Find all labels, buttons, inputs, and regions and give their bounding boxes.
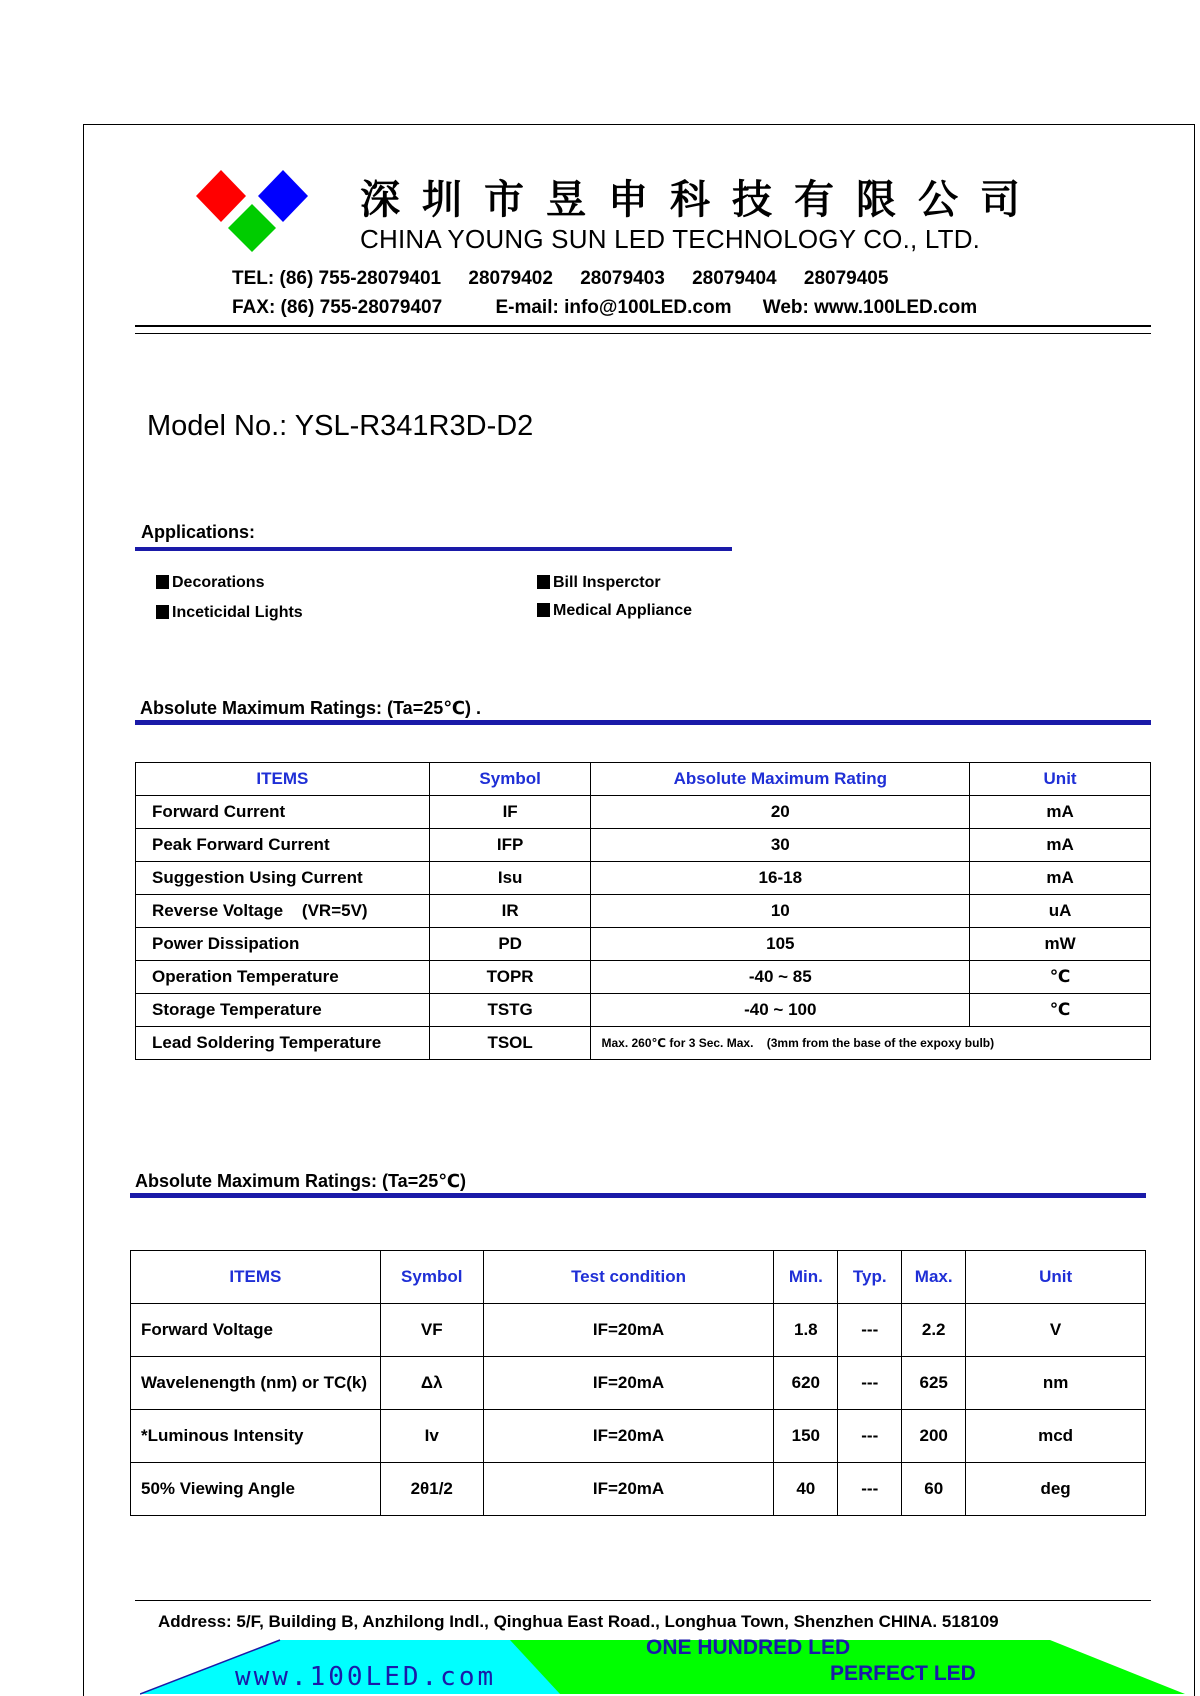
cell-unit: uA (970, 895, 1151, 928)
cell-value: 20 (591, 796, 970, 829)
cell-unit: ℃ (970, 994, 1151, 1027)
column-header: ITEMS (131, 1251, 381, 1304)
footer-slogan-perfect: PERFECT LED (830, 1662, 976, 1685)
column-header: Min. (774, 1251, 838, 1304)
cell-symbol: VF (380, 1304, 483, 1357)
cell-unit: V (966, 1304, 1146, 1357)
application-item: Decorations (156, 574, 264, 592)
table-row (136, 961, 1151, 994)
bullet-icon (156, 575, 169, 589)
footer-rule (135, 1600, 1151, 1601)
cell-max: 200 (902, 1410, 966, 1463)
cell-item: Storage Temperature (136, 994, 430, 1027)
cell-value: 30 (591, 829, 970, 862)
column-header: Unit (970, 763, 1151, 796)
cell-item: Power Dissipation (136, 928, 430, 961)
cell-symbol: IF (429, 796, 591, 829)
cell-value: 105 (591, 928, 970, 961)
cell-typ: --- (838, 1410, 902, 1463)
column-header: Symbol (429, 763, 591, 796)
cell-unit: ℃ (970, 961, 1151, 994)
tel-number: 28079403 (580, 268, 665, 289)
cell-typ: --- (838, 1304, 902, 1357)
bullet-icon (537, 575, 550, 589)
cell-item: 50% Viewing Angle (131, 1463, 381, 1516)
cell-unit: nm (966, 1357, 1146, 1410)
email-address: E-mail: info@100LED.com (495, 297, 732, 318)
bullet-icon (156, 605, 169, 619)
cell-symbol: Iv (380, 1410, 483, 1463)
table-row (136, 1027, 1151, 1060)
table-header-row (136, 763, 1151, 796)
cell-value: 16-18 (591, 862, 970, 895)
cell-condition: IF=20mA (483, 1357, 774, 1410)
company-name-chinese: 深圳市昱申科技有限公司 (360, 177, 1042, 223)
cell-symbol: TOPR (429, 961, 591, 994)
cell-value: 10 (591, 895, 970, 928)
logo-red-diamond (196, 170, 246, 222)
application-item: Medical Appliance (537, 602, 692, 620)
tel-number: 28079405 (803, 268, 889, 289)
header-rule-bottom (135, 333, 1151, 334)
cell-symbol: IFP (429, 829, 591, 862)
cell-typ: --- (838, 1357, 902, 1410)
cell-unit: mA (970, 829, 1151, 862)
cell-symbol: 2θ1/2 (380, 1463, 483, 1516)
cell-value: Max. 260℃ for 3 Sec. Max. (3mm from the base of the expoxy bulb) (591, 1027, 1151, 1060)
cell-max: 60 (902, 1463, 966, 1516)
table-row (136, 862, 1151, 895)
company-name-english: CHINA YOUNG SUN LED TECHNOLOGY CO., LTD. (360, 224, 981, 254)
cell-item: *Luminous Intensity (131, 1410, 381, 1463)
company-logo (192, 166, 322, 262)
cell-symbol: TSOL (429, 1027, 591, 1060)
website: Web: www.100LED.com (762, 297, 978, 318)
cell-unit: mA (970, 862, 1151, 895)
ratings-table (135, 762, 1151, 1060)
cell-min: 40 (774, 1463, 838, 1516)
application-item: Bill Insperctor (537, 574, 661, 592)
cell-item: Reverse Voltage (VR=5V) (136, 895, 430, 928)
cell-unit: deg (966, 1463, 1146, 1516)
characteristics-title: Absolute Maximum Ratings: (Ta=25℃) (135, 1171, 467, 1191)
tel-number: TEL: (86) 755-28079401 (232, 268, 442, 289)
ratings-title: Absolute Maximum Ratings: (Ta=25℃) . (140, 698, 482, 718)
cell-symbol: Δλ (380, 1357, 483, 1410)
cell-symbol: IR (429, 895, 591, 928)
tel-number: 28079404 (692, 268, 777, 289)
tel-line (232, 268, 910, 290)
cell-value: -40 ~ 100 (591, 994, 970, 1027)
model-number: Model No.: YSL-R341R3D-D2 (147, 410, 534, 442)
table-row (131, 1357, 1146, 1410)
cell-condition: IF=20mA (483, 1410, 774, 1463)
table-row (136, 994, 1151, 1027)
cell-symbol: PD (429, 928, 591, 961)
cell-item: Lead Soldering Temperature (136, 1027, 430, 1060)
cell-min: 150 (774, 1410, 838, 1463)
applications-rule (135, 547, 732, 551)
cell-max: 625 (902, 1357, 966, 1410)
logo-blue-diamond (258, 170, 308, 222)
cell-condition: IF=20mA (483, 1463, 774, 1516)
characteristics-rule (130, 1193, 1146, 1198)
column-header: Unit (966, 1251, 1146, 1304)
column-header: Max. (902, 1251, 966, 1304)
footer-slogan-one-hundred: ONE HUNDRED LED (646, 1636, 851, 1659)
header-rule-top (135, 325, 1151, 327)
company-address: Address: 5/F, Building B, Anzhilong Indl., Qinghua East Road., Longhua Town, Shenzhen CHINA. 518109 (158, 1612, 999, 1631)
column-header: Test condition (483, 1251, 774, 1304)
table-row (136, 928, 1151, 961)
table-row (136, 895, 1151, 928)
cell-symbol: Isu (429, 862, 591, 895)
table-header-row (131, 1251, 1146, 1304)
cell-condition: IF=20mA (483, 1304, 774, 1357)
cell-typ: --- (838, 1463, 902, 1516)
cell-min: 1.8 (774, 1304, 838, 1357)
cell-value: -40 ~ 85 (591, 961, 970, 994)
cell-item: Operation Temperature (136, 961, 430, 994)
table-row (131, 1304, 1146, 1357)
cell-min: 620 (774, 1357, 838, 1410)
footer-website: www.100LED.com (235, 1662, 497, 1692)
fax-number: FAX: (86) 755-28079407 (232, 297, 443, 318)
applications-title: Applications: (141, 522, 256, 542)
table-row (131, 1410, 1146, 1463)
cell-item: Forward Current (136, 796, 430, 829)
column-header: ITEMS (136, 763, 430, 796)
cell-item: Suggestion Using Current (136, 862, 430, 895)
application-item: Inceticidal Lights (156, 604, 303, 622)
table-row (131, 1463, 1146, 1516)
cell-item: Wavelenength (nm) or TC(k) (131, 1357, 381, 1410)
cell-item: Peak Forward Current (136, 829, 430, 862)
cell-unit: mcd (966, 1410, 1146, 1463)
fax-line (232, 297, 999, 319)
bullet-icon (537, 603, 550, 617)
cell-unit: mA (970, 796, 1151, 829)
cell-item: Forward Voltage (131, 1304, 381, 1357)
column-header: Absolute Maximum Rating (591, 763, 970, 796)
logo-green-diamond (228, 204, 276, 252)
characteristics-table (130, 1250, 1146, 1516)
column-header: Symbol (380, 1251, 483, 1304)
column-header: Typ. (838, 1251, 902, 1304)
table-row (136, 829, 1151, 862)
tel-number: 28079402 (468, 268, 553, 289)
cell-symbol: TSTG (429, 994, 591, 1027)
cell-unit: mW (970, 928, 1151, 961)
cell-max: 2.2 (902, 1304, 966, 1357)
ratings-rule (135, 720, 1151, 725)
table-row (136, 796, 1151, 829)
